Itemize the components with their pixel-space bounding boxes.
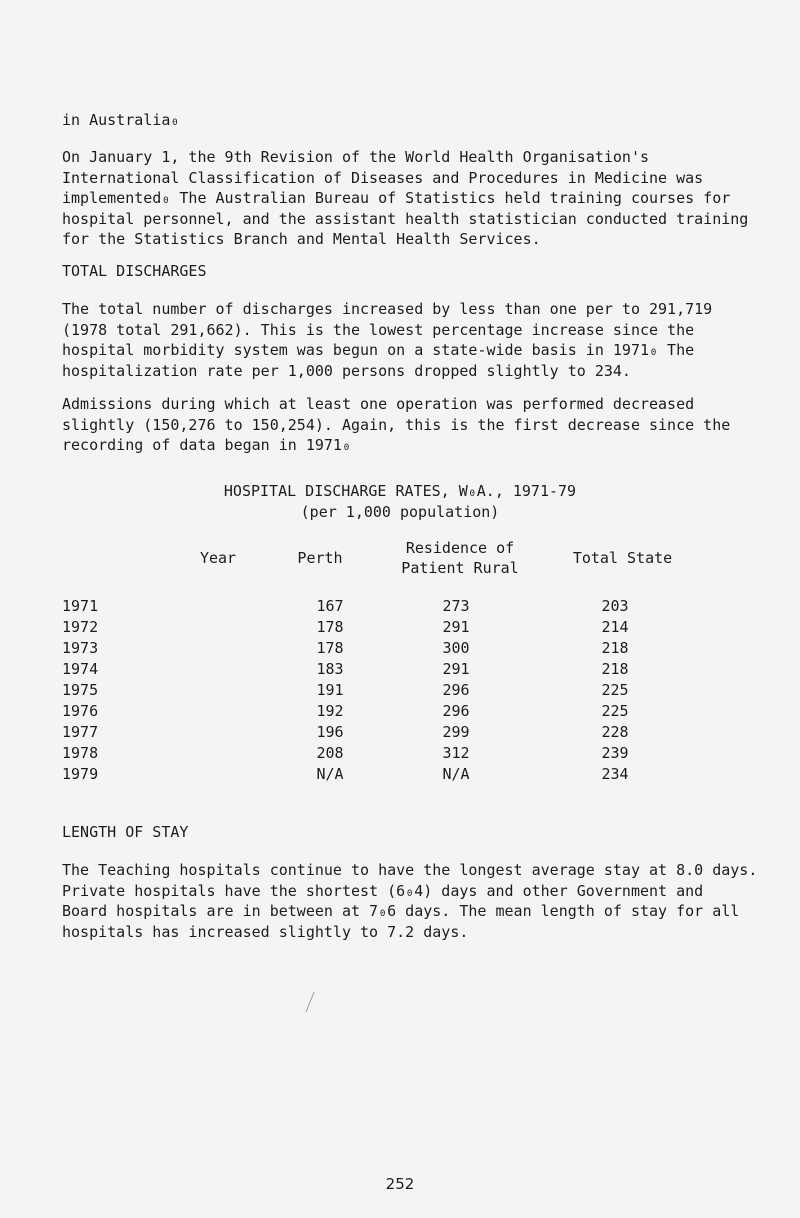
header-residence: Residence of bbox=[405, 539, 515, 557]
paragraph-icd-revision: On January 1, the 9th Revision of the World Health Organisation's International Classification of Diseases and Procedures in Medicine was implemented₀ The Australian Bureau of Statistics held training courses for hospital personnel, and the assistant health statistician conducted training for the Statistics Branch and Mental Health Services. bbox=[62, 148, 749, 248]
cell-year: 1973 bbox=[62, 639, 99, 657]
cell-rural: 296 bbox=[442, 681, 470, 699]
cell-total-state: 218 bbox=[601, 639, 629, 657]
cell-total-state: 225 bbox=[601, 702, 629, 720]
cell-rural: N/A bbox=[442, 765, 470, 783]
header-year: Year bbox=[199, 549, 237, 567]
cell-year: 1976 bbox=[62, 702, 99, 720]
cell-rural: 300 bbox=[442, 639, 470, 657]
paragraph-total-discharges: The total number of discharges increased by less than one per to 291,719 (1978 total 291,662). This is the lowest percentage increase since the hospital morbidity system was begun on a state-wide basis in 1971₀ The hospitalization rate per 1,000 persons dropped slightly to 234. bbox=[62, 300, 713, 380]
cell-year: 1977 bbox=[62, 723, 99, 741]
cell-perth: 178 bbox=[316, 618, 344, 636]
cell-year: 1975 bbox=[62, 681, 99, 699]
table-subtitle: (per 1,000 population) bbox=[300, 503, 500, 521]
table-title: HOSPITAL DISCHARGE RATES, W₀A., 1971-79 bbox=[223, 482, 577, 500]
cell-year: 1979 bbox=[62, 765, 99, 783]
paragraph-admissions: Admissions during which at least one operation was performed decreased slightly (150,276 to 150,254). Again, this is the first decrease since the recording of data began in 1971₀ bbox=[62, 395, 731, 454]
table-row bbox=[0, 597, 800, 617]
cell-perth: 191 bbox=[316, 681, 344, 699]
cell-year: 1978 bbox=[62, 744, 99, 762]
cell-total-state: 239 bbox=[601, 744, 629, 762]
cell-rural: 299 bbox=[442, 723, 470, 741]
cell-perth: 196 bbox=[316, 723, 344, 741]
table-row bbox=[0, 744, 800, 764]
cell-total-state: 218 bbox=[601, 660, 629, 678]
table-row bbox=[0, 618, 800, 638]
cell-year: 1972 bbox=[62, 618, 99, 636]
cell-perth: 183 bbox=[316, 660, 344, 678]
header-perth: Perth bbox=[297, 549, 343, 567]
heading-length-of-stay: LENGTH OF STAY bbox=[62, 823, 189, 841]
header-patient-rural: Patient Rural bbox=[401, 559, 519, 577]
cell-perth: 192 bbox=[316, 702, 344, 720]
cell-total-state: 234 bbox=[601, 765, 629, 783]
cell-year: 1971 bbox=[62, 597, 99, 615]
page-number: 252 bbox=[385, 1175, 415, 1193]
intro-fragment: in Australia₀ bbox=[62, 111, 180, 129]
cell-rural: 312 bbox=[442, 744, 470, 762]
cell-perth: 208 bbox=[316, 744, 344, 762]
table-row bbox=[0, 639, 800, 659]
header-total-state: Total State bbox=[572, 549, 673, 567]
cell-rural: 273 bbox=[442, 597, 470, 615]
heading-total-discharges: TOTAL DISCHARGES bbox=[62, 262, 207, 280]
cell-year: 1974 bbox=[62, 660, 99, 678]
cell-total-state: 228 bbox=[601, 723, 629, 741]
cell-total-state: 203 bbox=[601, 597, 629, 615]
cell-perth: 178 bbox=[316, 639, 344, 657]
cell-rural: 291 bbox=[442, 618, 470, 636]
table-row bbox=[0, 660, 800, 680]
table-row bbox=[0, 681, 800, 701]
cell-perth: N/A bbox=[316, 765, 344, 783]
cell-total-state: 225 bbox=[601, 681, 629, 699]
cell-perth: 167 bbox=[316, 597, 344, 615]
cell-rural: 291 bbox=[442, 660, 470, 678]
cell-rural: 296 bbox=[442, 702, 470, 720]
table-row bbox=[0, 723, 800, 743]
table-row bbox=[0, 765, 800, 785]
table-row bbox=[0, 702, 800, 722]
stray-pen-mark bbox=[300, 990, 320, 1014]
paragraph-length-of-stay: The Teaching hospitals continue to have the longest average stay at 8.0 days. Private hospitals have the shortest (6₀4) days and other Government and Board hospitals are in between at 7₀6 days. The mean length of stay for all hospitals has increased slightly to 7.2 days. bbox=[62, 861, 758, 941]
cell-total-state: 214 bbox=[601, 618, 629, 636]
